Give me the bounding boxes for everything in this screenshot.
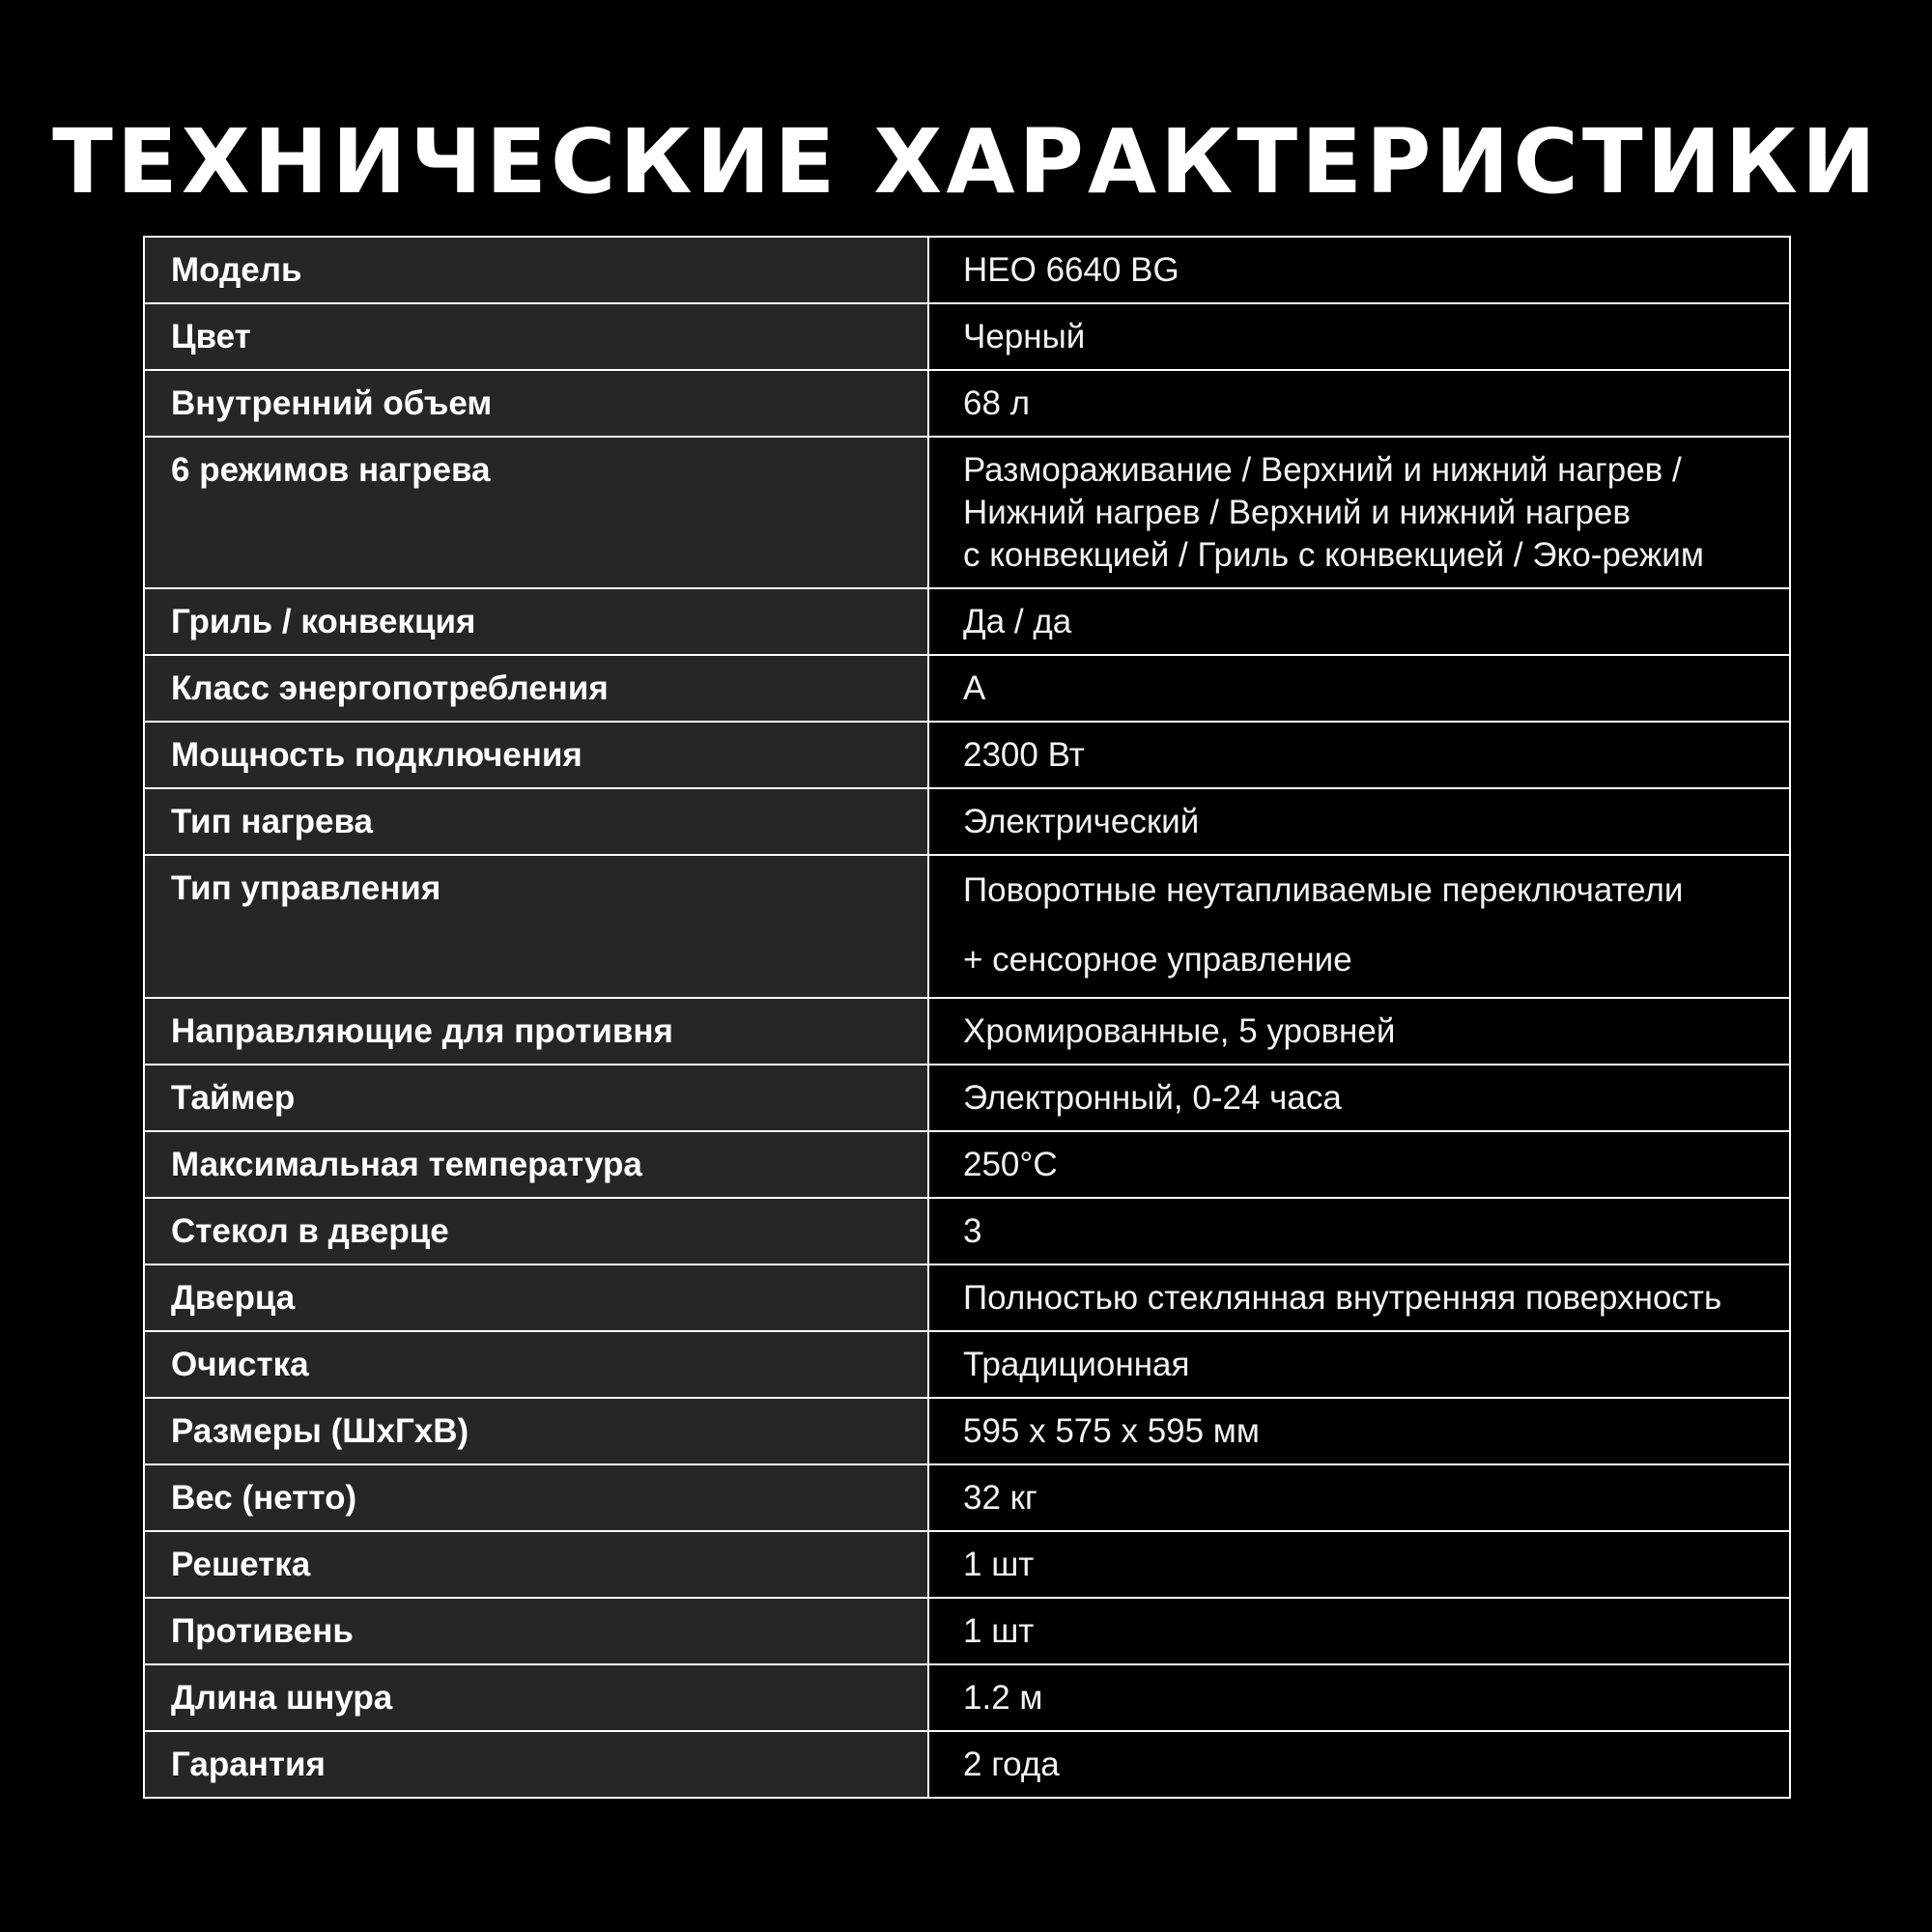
spec-value (928, 1198, 1790, 1264)
spec-value (928, 1065, 1790, 1131)
table-row (144, 1398, 1790, 1464)
spec-value (928, 1264, 1790, 1331)
table-row (144, 370, 1790, 437)
spec-label: Класс энергопотребления (144, 655, 928, 722)
spec-value-line: A (963, 669, 986, 707)
spec-value (928, 588, 1790, 655)
spec-value (928, 303, 1790, 370)
spec-value (928, 437, 1790, 588)
spec-value-line: Хромированные, 5 уровней (963, 1012, 1396, 1050)
table-row (144, 1531, 1790, 1598)
table-row (144, 1464, 1790, 1531)
spec-label: Максимальная температура (144, 1131, 928, 1198)
spec-label: Тип управления (144, 855, 928, 998)
spec-value (928, 722, 1790, 788)
table-row (144, 303, 1790, 370)
spec-value (928, 998, 1790, 1065)
spec-value-line: Электронный, 0-24 часа (963, 1079, 1342, 1117)
spec-label: Направляющие для противня (144, 998, 928, 1065)
spec-label: Тип нагрева (144, 788, 928, 855)
spec-value-line: + сенсорное управление (963, 941, 1352, 979)
spec-value-line: 2300 Вт (963, 736, 1085, 774)
table-row (144, 1731, 1790, 1798)
table-row (144, 1264, 1790, 1331)
spec-value-line: 595 х 575 х 595 мм (963, 1412, 1260, 1450)
spec-value (928, 1598, 1790, 1664)
table-row (144, 998, 1790, 1065)
table-row (144, 655, 1790, 722)
spec-value-line: Да / да (963, 603, 1072, 640)
spec-value (928, 1731, 1790, 1798)
spec-label: Вес (нетто) (144, 1464, 928, 1531)
spec-value-line: Черный (963, 318, 1086, 355)
spec-label: Таймер (144, 1065, 928, 1131)
spec-value-line: Традиционная (963, 1346, 1190, 1383)
table-row (144, 788, 1790, 855)
spec-value (928, 370, 1790, 437)
spec-value-line: Нижний нагрев / Верхний и нижний нагрев (963, 494, 1631, 531)
spec-value-line: 2 года (963, 1746, 1060, 1783)
spec-label: Гарантия (144, 1731, 928, 1798)
spec-value-line: 250°C (963, 1146, 1058, 1183)
spec-label: Размеры (ШхГхВ) (144, 1398, 928, 1464)
spec-label: 6 режимов нагрева (144, 437, 928, 588)
spec-value-line: с конвекцией / Гриль с конвекцией / Эко-режим (963, 536, 1704, 574)
spec-value (928, 1464, 1790, 1531)
spec-label: Очистка (144, 1331, 928, 1398)
spec-value-line: Размораживание / Верхний и нижний нагрев / (963, 451, 1682, 489)
spec-value-line: 1.2 м (963, 1679, 1043, 1717)
spec-value (928, 1664, 1790, 1731)
table-row (144, 722, 1790, 788)
table-row (144, 237, 1790, 303)
spec-label: Гриль / конвекция (144, 588, 928, 655)
spec-label: Противень (144, 1598, 928, 1664)
table-row (144, 855, 1790, 998)
spec-label: Решетка (144, 1531, 928, 1598)
table-row (144, 1664, 1790, 1731)
spec-label: Цвет (144, 303, 928, 370)
spec-value (928, 1131, 1790, 1198)
spec-value-line: 3 (963, 1212, 982, 1250)
spec-label: Внутренний объем (144, 370, 928, 437)
table-row (144, 1598, 1790, 1664)
spec-value-line: 1 шт (963, 1546, 1035, 1583)
table-row (144, 437, 1790, 588)
table-row (144, 1065, 1790, 1131)
table-row (144, 1331, 1790, 1398)
spec-value (928, 788, 1790, 855)
spec-label: Модель (144, 237, 928, 303)
spec-table (143, 236, 1791, 1799)
spec-label: Стекол в дверце (144, 1198, 928, 1264)
spec-value (928, 1331, 1790, 1398)
table-row (144, 1198, 1790, 1264)
spec-value-line: 32 кг (963, 1479, 1037, 1517)
spec-label: Мощность подключения (144, 722, 928, 788)
spec-value-line: 1 шт (963, 1612, 1035, 1650)
spec-value (928, 1398, 1790, 1464)
page-title: ТЕХНИЧЕСКИЕ ХАРАКТЕРИСТИКИ (52, 110, 1880, 213)
table-row (144, 1131, 1790, 1198)
spec-value (928, 855, 1790, 998)
spec-value-line: Полностью стеклянная внутренняя поверхность (963, 1279, 1722, 1317)
spec-value (928, 1531, 1790, 1598)
spec-value (928, 237, 1790, 303)
spec-label: Дверца (144, 1264, 928, 1331)
spec-value-line: Электрический (963, 803, 1200, 840)
table-row (144, 588, 1790, 655)
spec-value-line: Поворотные неутапливаемые переключатели (963, 871, 1684, 909)
spec-value-line: HEO 6640 BG (963, 251, 1179, 289)
spec-value (928, 655, 1790, 722)
spec-label: Длина шнура (144, 1664, 928, 1731)
spec-value-line: 68 л (963, 384, 1031, 422)
